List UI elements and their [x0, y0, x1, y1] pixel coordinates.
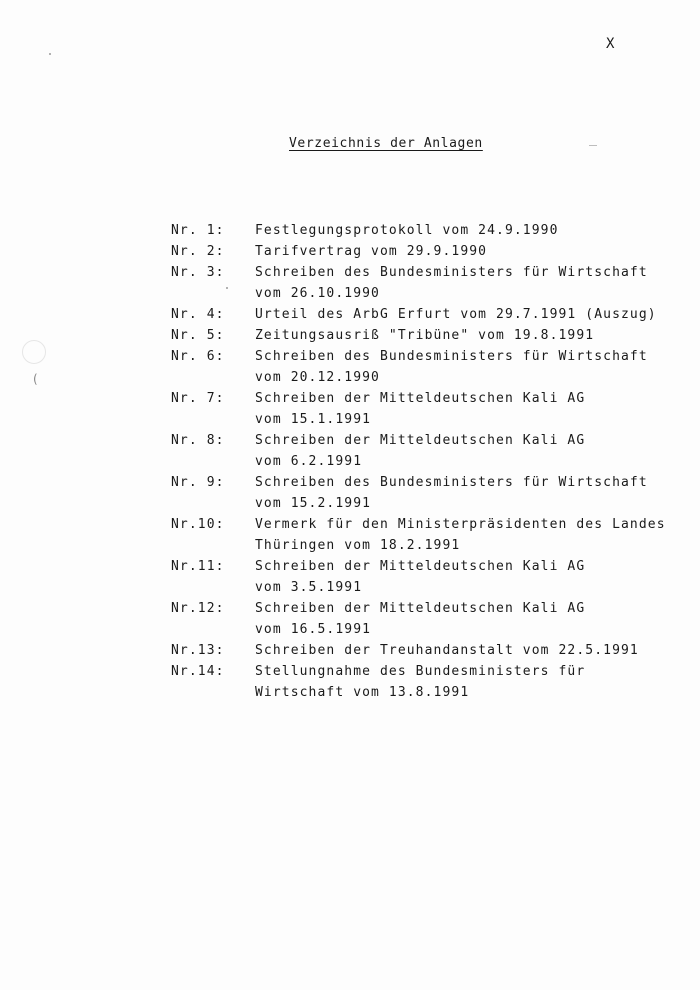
attachment-description	[255, 388, 651, 430]
attachment-description-line: Festlegungsprotokoll vom 24.9.1990	[255, 223, 559, 238]
attachment-description-line: Vermerk für den Ministerpräsidenten des Landes	[255, 517, 666, 532]
attachment-description	[255, 661, 651, 703]
attachment-number: Nr.12:	[171, 601, 225, 616]
attachment-number: Nr.13:	[171, 643, 225, 658]
attachment-description	[255, 472, 651, 514]
attachment-number: Nr.10:	[171, 517, 225, 532]
attachment-number: Nr.11:	[171, 559, 225, 574]
scan-artifact-dot	[49, 53, 51, 55]
punch-hole-mark	[22, 340, 46, 364]
attachment-entry	[171, 514, 666, 556]
attachment-entry	[171, 304, 657, 325]
scan-artifact-line	[589, 145, 597, 146]
attachment-entry	[171, 241, 651, 262]
attachment-list	[171, 220, 666, 703]
attachment-description-line: vom 26.10.1990	[255, 286, 380, 301]
attachment-entry	[171, 430, 651, 472]
attachment-description	[255, 220, 651, 241]
scan-artifact-mark: (	[33, 372, 38, 386]
attachment-number: Nr. 2:	[171, 244, 225, 259]
attachment-number: Nr. 9:	[171, 475, 225, 490]
attachment-description-line: Wirtschaft vom 13.8.1991	[255, 685, 470, 700]
attachment-description	[255, 262, 651, 304]
attachment-description-line: vom 16.5.1991	[255, 622, 372, 637]
attachment-description-line: Schreiben des Bundesministers für Wirtschaft	[255, 265, 648, 280]
attachment-entry	[171, 220, 651, 241]
attachment-number: Nr. 5:	[171, 328, 225, 343]
attachment-description-line: Tarifvertrag vom 29.9.1990	[255, 244, 488, 259]
attachment-description	[255, 598, 651, 640]
attachment-number: Nr. 8:	[171, 433, 225, 448]
attachment-number: Nr. 3:	[171, 265, 225, 280]
attachment-description-line: Thüringen vom 18.2.1991	[255, 538, 461, 553]
attachment-description-line: Schreiben der Mitteldeutschen Kali AG	[255, 433, 586, 448]
attachment-description-line: vom 15.1.1991	[255, 412, 372, 427]
attachment-number: Nr. 4:	[171, 307, 225, 322]
attachment-description-line: vom 20.12.1990	[255, 370, 380, 385]
attachment-entry	[171, 346, 651, 388]
attachment-entry	[171, 325, 651, 346]
attachment-description-line: Zeitungsausriß "Tribüne" vom 19.8.1991	[255, 328, 595, 343]
attachment-description-line: vom 15.2.1991	[255, 496, 372, 511]
attachment-description	[255, 514, 666, 556]
attachment-entry	[171, 262, 651, 304]
attachment-number: Nr.14:	[171, 664, 225, 679]
attachment-entry	[171, 598, 651, 640]
attachment-description	[255, 241, 651, 262]
attachment-description-line: Schreiben des Bundesministers für Wirtschaft	[255, 475, 648, 490]
attachment-description-line: Stellungnahme des Bundesministers für	[255, 664, 586, 679]
attachment-description-line: Schreiben des Bundesministers für Wirtschaft	[255, 349, 648, 364]
attachment-entry	[171, 388, 651, 430]
attachment-description-line: Schreiben der Mitteldeutschen Kali AG	[255, 391, 586, 406]
attachment-number: Nr. 6:	[171, 349, 225, 364]
attachment-description-line: Schreiben der Mitteldeutschen Kali AG	[255, 601, 586, 616]
page-title: Verzeichnis der Anlagen	[289, 136, 483, 151]
attachment-description	[255, 556, 651, 598]
attachment-description-line: Schreiben der Treuhandanstalt vom 22.5.1991	[255, 643, 639, 658]
attachment-description	[255, 430, 651, 472]
page-number: X	[606, 36, 616, 52]
attachment-description-line: Urteil des ArbG Erfurt vom 29.7.1991 (Auszug)	[255, 307, 657, 322]
attachment-description-line: vom 6.2.1991	[255, 454, 363, 469]
attachment-entry	[171, 556, 651, 598]
attachment-entry	[171, 640, 651, 661]
attachment-description	[255, 304, 657, 325]
attachment-description-line: vom 3.5.1991	[255, 580, 363, 595]
attachment-description	[255, 325, 651, 346]
attachment-description	[255, 346, 651, 388]
attachment-description-line: Schreiben der Mitteldeutschen Kali AG	[255, 559, 586, 574]
attachment-entry	[171, 661, 651, 703]
attachment-entry	[171, 472, 651, 514]
attachment-description	[255, 640, 651, 661]
attachment-number: Nr. 1:	[171, 223, 225, 238]
attachment-number: Nr. 7:	[171, 391, 225, 406]
